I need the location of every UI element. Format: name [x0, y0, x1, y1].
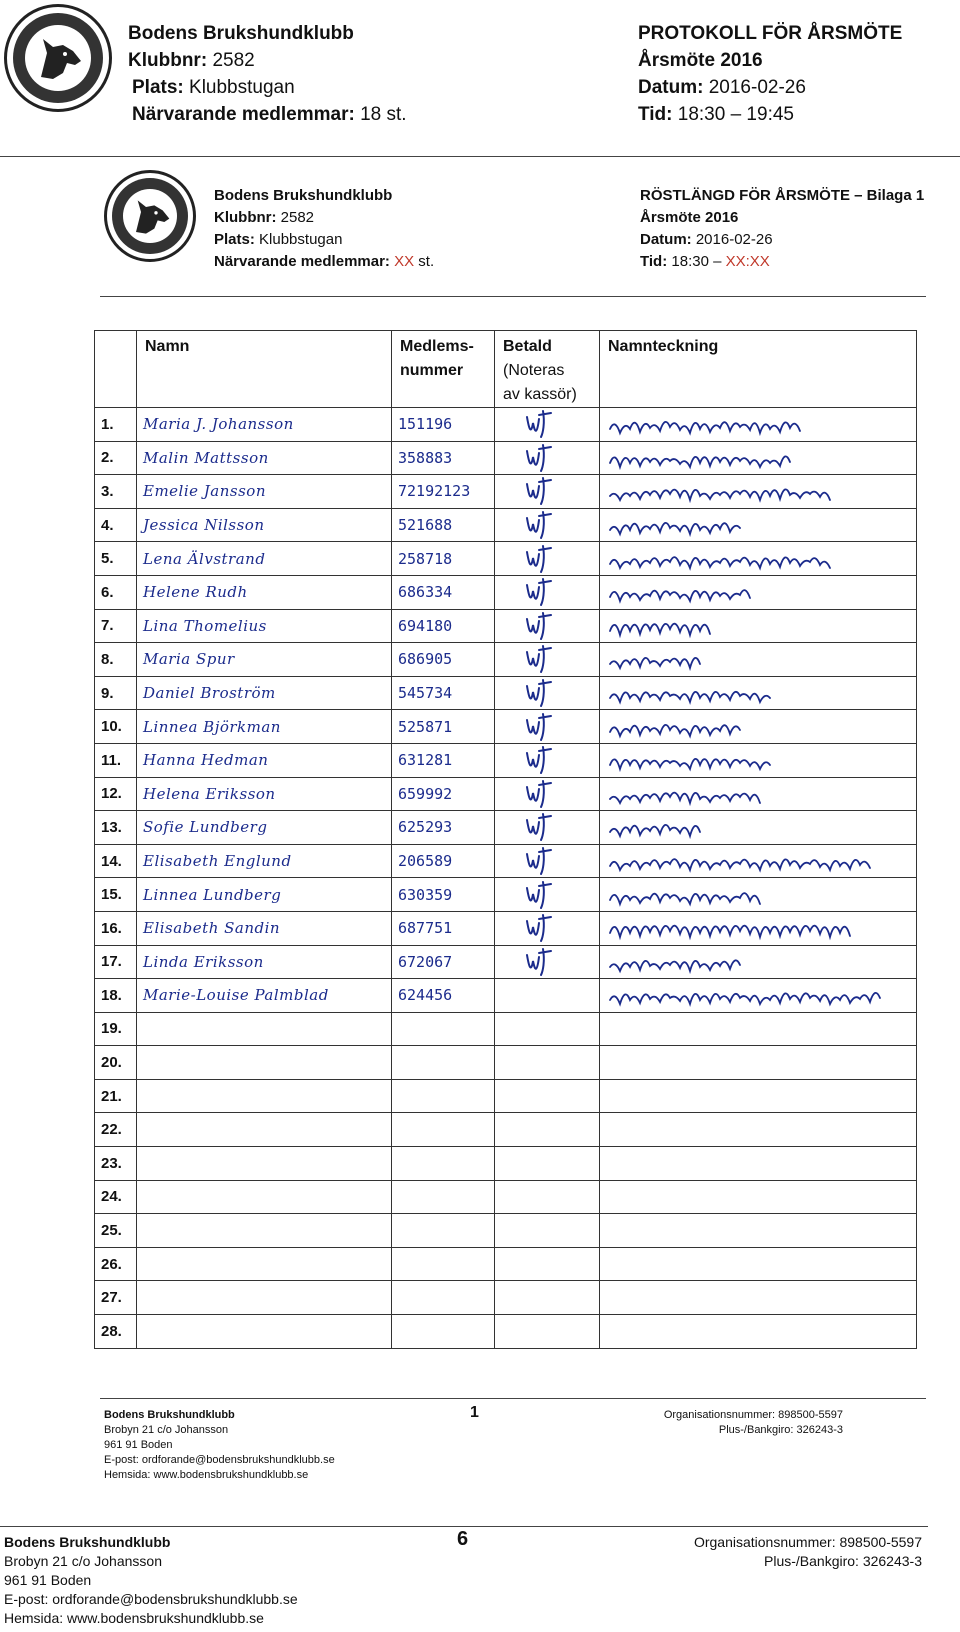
table-row	[95, 979, 917, 1013]
inner-dog-head-icon	[126, 192, 176, 242]
row-number: 3.	[95, 475, 137, 509]
table-row	[95, 408, 917, 442]
table-row	[95, 844, 917, 878]
row-number: 9.	[95, 676, 137, 710]
inner-date: 2016-02-26	[695, 231, 773, 248]
handwritten-signature	[600, 880, 910, 910]
row-number: 13.	[95, 811, 137, 845]
row-number: 1.	[95, 408, 137, 442]
paid-cell	[495, 1113, 600, 1147]
handwritten-signature	[600, 846, 910, 876]
table-row	[95, 676, 917, 710]
paid-initials-mark	[523, 577, 563, 607]
table-row	[95, 1247, 917, 1281]
handwritten-signature	[600, 611, 910, 641]
paid-cell	[495, 408, 600, 442]
signature-cell	[600, 777, 917, 811]
inner-footer-club: Bodens Brukshundklubb	[104, 1409, 235, 1421]
header-paid: Betald (Noteras av kassör)	[495, 331, 600, 408]
inner-header-divider	[100, 296, 926, 297]
signature-cell	[600, 911, 917, 945]
dog-head-icon	[29, 29, 89, 89]
outer-header-right	[638, 20, 902, 128]
paid-cell	[495, 1046, 600, 1080]
table-header-row	[95, 331, 917, 408]
handwritten-signature	[600, 644, 910, 674]
member-name	[137, 1046, 392, 1080]
paid-cell	[495, 844, 600, 878]
table-row	[95, 1315, 917, 1349]
member-number	[392, 1214, 495, 1248]
paid-initials-mark	[523, 846, 563, 876]
paid-initials-mark	[523, 510, 563, 540]
inner-members-unit: st.	[418, 253, 435, 270]
outer-clubnr-label: Klubbnr:	[128, 50, 208, 71]
table-row	[95, 441, 917, 475]
table-row	[95, 475, 917, 509]
signature-cell	[600, 878, 917, 912]
row-number: 23.	[95, 1147, 137, 1181]
inner-members-xx: XX	[394, 253, 415, 270]
member-number: 694180	[392, 609, 495, 643]
paid-cell	[495, 878, 600, 912]
member-name: Elisabeth Englund	[137, 844, 392, 878]
member-name	[137, 1012, 392, 1046]
inner-page-number: 1	[470, 1404, 479, 1421]
member-number: 358883	[392, 441, 495, 475]
signature-cell	[600, 1079, 917, 1113]
inner-club-name: Bodens Brukshundklubb	[214, 187, 393, 204]
signature-cell	[600, 1247, 917, 1281]
outer-footer-right	[694, 1533, 922, 1571]
signature-cell	[600, 1180, 917, 1214]
member-number	[392, 1147, 495, 1181]
handwritten-signature	[600, 913, 910, 943]
member-name	[137, 1214, 392, 1248]
inner-footer-divider	[100, 1398, 926, 1399]
member-name: Elisabeth Sandin	[137, 911, 392, 945]
outer-clubnr: 2582	[212, 50, 255, 71]
outer-footer-web: Hemsida: www.bodensbrukshundklubb.se	[4, 1610, 264, 1626]
member-name: Lena Älvstrand	[137, 542, 392, 576]
member-name: Maria J. Johansson	[137, 408, 392, 442]
outer-doc-title: PROTOKOLL FÖR ÅRSMÖTE	[638, 23, 903, 44]
inner-footer-left	[104, 1408, 335, 1483]
member-number: 545734	[392, 676, 495, 710]
paid-cell	[495, 1012, 600, 1046]
signature-cell	[600, 1214, 917, 1248]
inner-doc-title: RÖSTLÄNGD FÖR ÅRSMÖTE – Bilaga 1	[640, 187, 925, 204]
paid-cell	[495, 441, 600, 475]
member-name: Marie-Louise Palmblad	[137, 979, 392, 1013]
signature-cell	[600, 1046, 917, 1080]
inner-members-label: Närvarande medlemmar:	[214, 253, 390, 270]
member-name	[137, 1079, 392, 1113]
inner-club-seal-logo	[104, 170, 196, 262]
inner-clubnr-label: Klubbnr:	[214, 209, 277, 226]
inner-time-end: XX:XX	[725, 253, 770, 270]
outer-place-label: Plats:	[132, 77, 184, 98]
outer-date: 2016-02-26	[708, 77, 806, 98]
signature-cell	[600, 979, 917, 1013]
paid-cell	[495, 1247, 600, 1281]
member-name: Daniel Broström	[137, 676, 392, 710]
paid-cell	[495, 1147, 600, 1181]
paid-cell	[495, 1079, 600, 1113]
paid-initials-mark	[523, 745, 563, 775]
paid-cell	[495, 911, 600, 945]
handwritten-signature	[600, 745, 910, 775]
row-number: 18.	[95, 979, 137, 1013]
member-name: Emelie Jansson	[137, 475, 392, 509]
handwritten-signature	[600, 476, 910, 506]
outer-date-label: Datum:	[638, 77, 704, 98]
paid-cell	[495, 575, 600, 609]
row-number: 14.	[95, 844, 137, 878]
row-number: 28.	[95, 1315, 137, 1349]
paid-cell	[495, 743, 600, 777]
paid-cell	[495, 475, 600, 509]
handwritten-signature	[600, 812, 910, 842]
member-number	[392, 1012, 495, 1046]
outer-footer-orgnr: Organisationsnummer: 898500-5597	[693, 1534, 922, 1550]
handwritten-signature	[600, 577, 910, 607]
header-number	[95, 331, 137, 408]
table-row	[95, 575, 917, 609]
member-number	[392, 1180, 495, 1214]
row-number: 24.	[95, 1180, 137, 1214]
outer-members: 18 st.	[360, 104, 407, 125]
member-number: 686905	[392, 643, 495, 677]
paid-initials-mark	[523, 712, 563, 742]
row-number: 7.	[95, 609, 137, 643]
inner-footer-address1: Brobyn 21 c/o Johansson	[104, 1424, 229, 1436]
outer-footer-email: E-post: ordforande@bodensbrukshundklubb.se	[4, 1591, 298, 1607]
member-name: Malin Mattsson	[137, 441, 392, 475]
table-row	[95, 811, 917, 845]
member-name: Linnea Lundberg	[137, 878, 392, 912]
paid-cell	[495, 945, 600, 979]
signature-cell	[600, 408, 917, 442]
outer-page-number: 6	[457, 1528, 469, 1550]
row-number: 22.	[95, 1113, 137, 1147]
row-number: 26.	[95, 1247, 137, 1281]
outer-footer-giro: Plus-/Bankgiro: 326243-3	[764, 1553, 922, 1569]
row-number: 8.	[95, 643, 137, 677]
row-number: 11.	[95, 743, 137, 777]
table-row	[95, 911, 917, 945]
signature-cell	[600, 441, 917, 475]
row-number: 20.	[95, 1046, 137, 1080]
signature-cell	[600, 1012, 917, 1046]
handwritten-signature	[600, 980, 910, 1010]
member-name: Linda Eriksson	[137, 945, 392, 979]
member-number: 151196	[392, 408, 495, 442]
paid-cell	[495, 777, 600, 811]
outer-header-left	[128, 20, 407, 128]
member-name: Helena Eriksson	[137, 777, 392, 811]
table-row	[95, 1113, 917, 1147]
row-number: 6.	[95, 575, 137, 609]
paid-initials-mark	[523, 409, 563, 439]
outer-time: 18:30 – 19:45	[677, 104, 794, 125]
member-name	[137, 1247, 392, 1281]
paid-initials-mark	[523, 644, 563, 674]
member-number	[392, 1247, 495, 1281]
paid-cell	[495, 643, 600, 677]
signature-cell	[600, 643, 917, 677]
row-number: 15.	[95, 878, 137, 912]
inner-footer-right	[664, 1408, 843, 1438]
member-number: 630359	[392, 878, 495, 912]
table-row	[95, 609, 917, 643]
row-number: 21.	[95, 1079, 137, 1113]
table-row	[95, 1214, 917, 1248]
paid-initials-mark	[523, 880, 563, 910]
header-signature: Namnteckning	[600, 331, 917, 408]
signature-cell	[600, 508, 917, 542]
table-row	[95, 1046, 917, 1080]
paid-cell	[495, 1315, 600, 1349]
paid-initials-mark	[523, 443, 563, 473]
outer-footer-club: Bodens Brukshundklubb	[4, 1534, 171, 1550]
paid-initials-mark	[523, 544, 563, 574]
handwritten-signature	[600, 544, 910, 574]
paid-cell	[495, 710, 600, 744]
outer-meeting: Årsmöte 2016	[638, 50, 763, 71]
inner-footer-giro: Plus-/Bankgiro: 326243-3	[718, 1424, 843, 1436]
paid-cell	[495, 1281, 600, 1315]
member-name: Maria Spur	[137, 643, 392, 677]
paid-cell	[495, 542, 600, 576]
paid-initials-mark	[523, 812, 563, 842]
inner-footer-email: E-post: ordforande@bodensbrukshundklubb.se	[104, 1454, 335, 1466]
outer-members-label: Närvarande medlemmar:	[132, 104, 355, 125]
member-number	[392, 1113, 495, 1147]
member-number: 258718	[392, 542, 495, 576]
member-name	[137, 1147, 392, 1181]
signature-cell	[600, 475, 917, 509]
paid-initials-mark	[523, 611, 563, 641]
member-name: Hanna Hedman	[137, 743, 392, 777]
signature-cell	[600, 609, 917, 643]
paid-cell	[495, 508, 600, 542]
paid-cell	[495, 979, 600, 1013]
row-number: 5.	[95, 542, 137, 576]
handwritten-signature	[600, 712, 910, 742]
member-name	[137, 1113, 392, 1147]
signature-cell	[600, 743, 917, 777]
member-name	[137, 1180, 392, 1214]
member-number: 631281	[392, 743, 495, 777]
member-name	[137, 1315, 392, 1349]
signature-cell	[600, 811, 917, 845]
outer-footer-address2: 961 91 Boden	[4, 1572, 92, 1588]
table-row	[95, 777, 917, 811]
inner-footer-address2: 961 91 Boden	[104, 1439, 173, 1451]
member-name: Jessica Nilsson	[137, 508, 392, 542]
inner-clubnr: 2582	[280, 209, 315, 226]
member-number: 521688	[392, 508, 495, 542]
handwritten-signature	[600, 409, 910, 439]
handwritten-signature	[600, 443, 910, 473]
table-row	[95, 1180, 917, 1214]
signature-cell	[600, 1147, 917, 1181]
table-row	[95, 743, 917, 777]
member-name: Linnea Björkman	[137, 710, 392, 744]
outer-footer-left	[4, 1533, 298, 1628]
paid-cell	[495, 609, 600, 643]
inner-time-start: 18:30 –	[671, 253, 722, 270]
member-number: 659992	[392, 777, 495, 811]
paid-cell	[495, 676, 600, 710]
paid-initials-mark	[523, 678, 563, 708]
signature-cell	[600, 1113, 917, 1147]
table-row	[95, 1012, 917, 1046]
outer-footer-divider	[0, 1526, 928, 1527]
member-name	[137, 1281, 392, 1315]
signature-cell	[600, 945, 917, 979]
paid-initials-mark	[523, 476, 563, 506]
row-number: 17.	[95, 945, 137, 979]
row-number: 4.	[95, 508, 137, 542]
table-row	[95, 643, 917, 677]
inner-footer-web: Hemsida: www.bodensbrukshundklubb.se	[104, 1469, 309, 1481]
paid-cell	[495, 1214, 600, 1248]
member-number	[392, 1079, 495, 1113]
member-name: Helene Rudh	[137, 575, 392, 609]
inner-place: Klubbstugan	[259, 231, 343, 248]
table-row	[95, 945, 917, 979]
table-row	[95, 878, 917, 912]
handwritten-signature	[600, 678, 910, 708]
inner-place-label: Plats:	[214, 231, 255, 248]
signature-cell	[600, 542, 917, 576]
outer-club-name: Bodens Brukshundklubb	[128, 23, 354, 44]
paid-initials-mark	[523, 947, 563, 977]
signature-cell	[600, 1315, 917, 1349]
table-row	[95, 1079, 917, 1113]
row-number: 2.	[95, 441, 137, 475]
table-row	[95, 1281, 917, 1315]
table-row	[95, 508, 917, 542]
member-number: 525871	[392, 710, 495, 744]
table-row	[95, 542, 917, 576]
row-number: 16.	[95, 911, 137, 945]
paid-cell	[495, 1180, 600, 1214]
member-number: 686334	[392, 575, 495, 609]
header-name: Namn	[137, 331, 392, 408]
row-number: 27.	[95, 1281, 137, 1315]
handwritten-signature	[600, 779, 910, 809]
member-number	[392, 1046, 495, 1080]
inner-header-left	[214, 185, 434, 273]
signature-cell	[600, 676, 917, 710]
member-number: 206589	[392, 844, 495, 878]
signature-cell	[600, 710, 917, 744]
outer-place: Klubbstugan	[189, 77, 295, 98]
member-number: 687751	[392, 911, 495, 945]
member-number: 72192123	[392, 475, 495, 509]
handwritten-signature	[600, 947, 910, 977]
signature-cell	[600, 575, 917, 609]
inner-footer-orgnr: Organisationsnummer: 898500-5597	[663, 1409, 843, 1421]
paid-initials-mark	[523, 913, 563, 943]
member-name: Sofie Lundberg	[137, 811, 392, 845]
table-row	[95, 1147, 917, 1181]
signature-cell	[600, 844, 917, 878]
inner-time-label: Tid:	[640, 253, 668, 270]
table-row	[95, 710, 917, 744]
inner-meeting: Årsmöte 2016	[640, 209, 739, 226]
header-member-number: Medlems- nummer	[392, 331, 495, 408]
outer-footer-address1: Brobyn 21 c/o Johansson	[4, 1553, 162, 1569]
member-number: 624456	[392, 979, 495, 1013]
row-number: 12.	[95, 777, 137, 811]
member-number	[392, 1281, 495, 1315]
outer-time-label: Tid:	[638, 104, 673, 125]
inner-date-label: Datum:	[640, 231, 692, 248]
member-number	[392, 1315, 495, 1349]
outer-header-divider	[0, 156, 960, 157]
handwritten-signature	[600, 510, 910, 540]
member-number: 672067	[392, 945, 495, 979]
row-number: 19.	[95, 1012, 137, 1046]
member-number: 625293	[392, 811, 495, 845]
signature-cell	[600, 1281, 917, 1315]
inner-header-right	[640, 185, 924, 273]
row-number: 25.	[95, 1214, 137, 1248]
row-number: 10.	[95, 710, 137, 744]
voting-register-table	[94, 330, 917, 1349]
club-seal-logo	[4, 4, 112, 112]
paid-cell	[495, 811, 600, 845]
member-name: Lina Thomelius	[137, 609, 392, 643]
paid-initials-mark	[523, 779, 563, 809]
